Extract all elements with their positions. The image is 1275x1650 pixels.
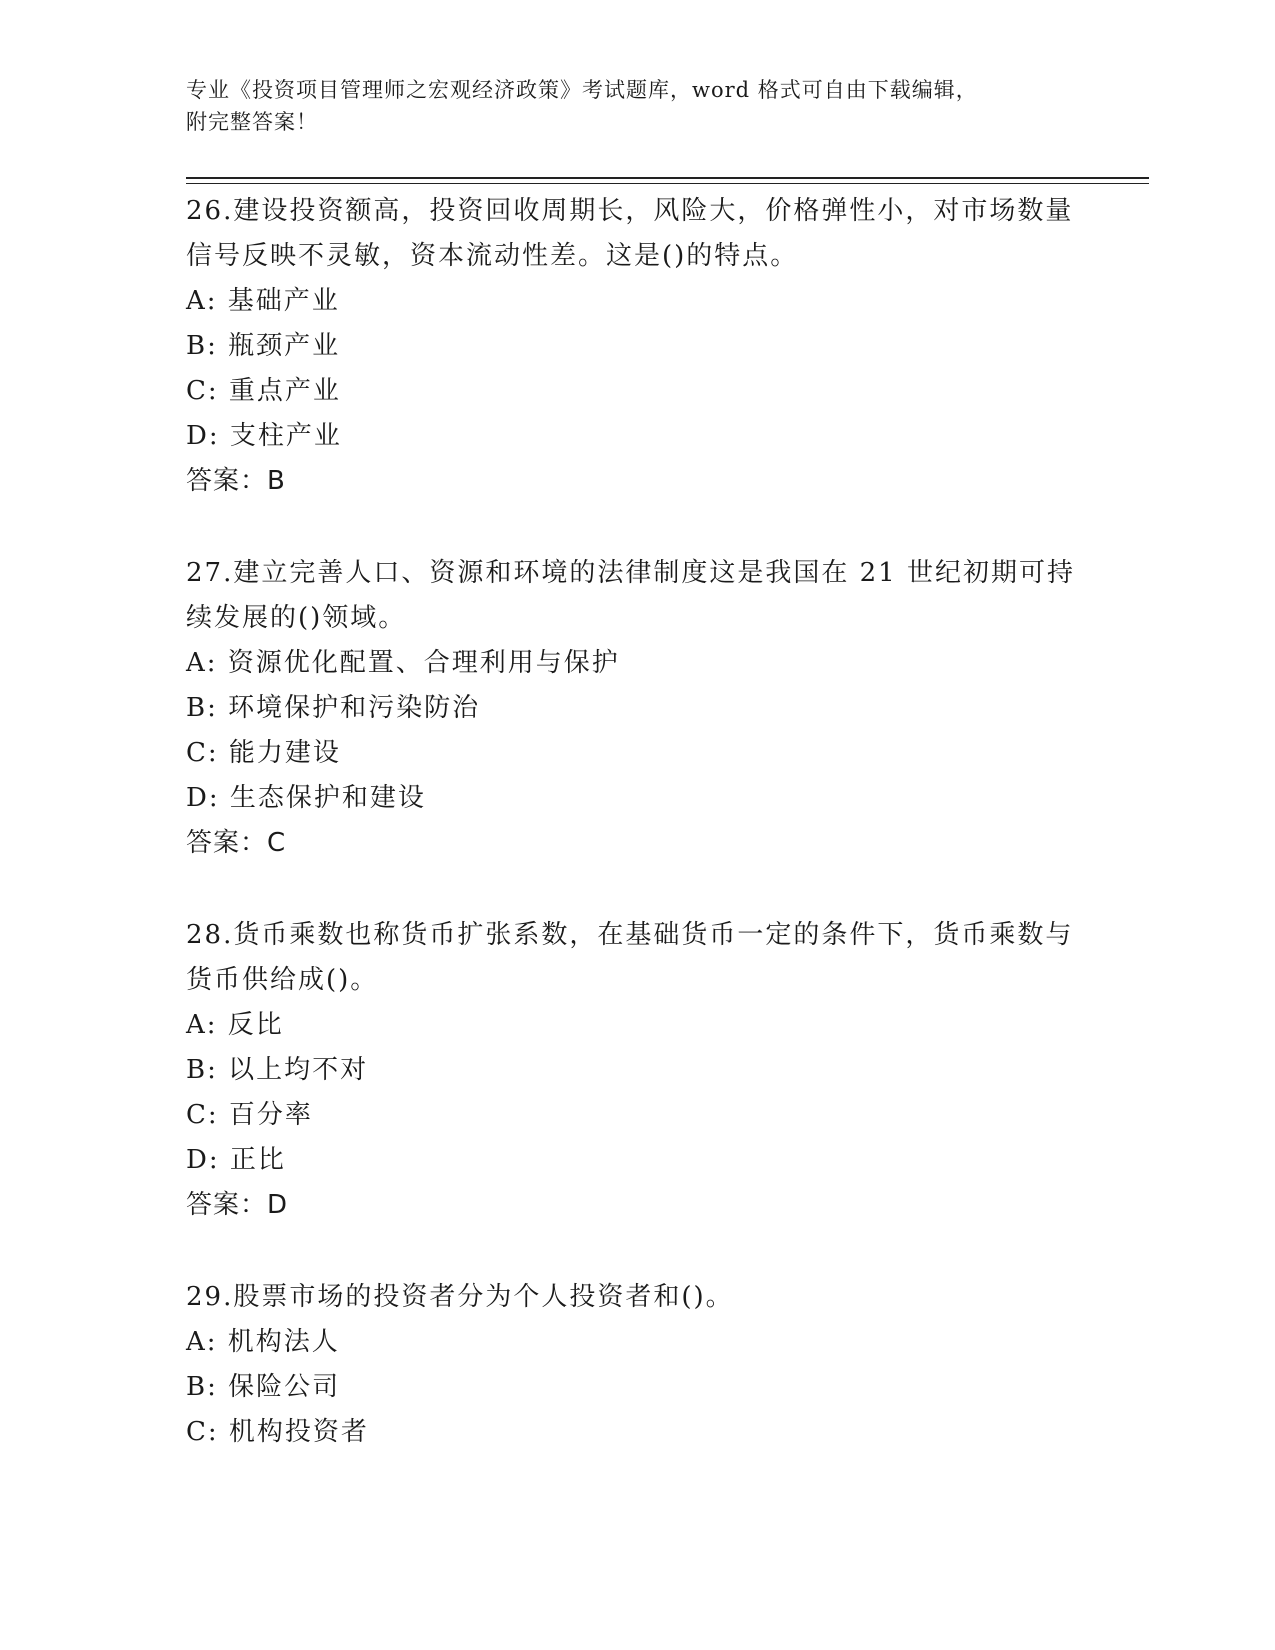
option-d: D: 支柱产业 — [186, 421, 342, 451]
question-27 — [186, 551, 1086, 866]
header-divider-thick — [186, 177, 1149, 179]
document-header — [186, 74, 1086, 138]
option-c: C: 重点产业 — [186, 376, 341, 406]
question-stem: 27.建立完善人口、资源和环境的法律制度这是我国在 21 世纪初期可持续发展的()领域。 — [186, 558, 1075, 633]
option-b: B: 以上均不对 — [186, 1055, 369, 1085]
answer-line: 答案：B — [186, 466, 286, 496]
question-29 — [186, 1275, 1086, 1455]
option-d: D: 正比 — [186, 1145, 286, 1175]
option-a: A: 资源优化配置、合理利用与保护 — [186, 648, 620, 678]
option-c: C: 百分率 — [186, 1100, 313, 1130]
option-c: C: 机构投资者 — [186, 1417, 369, 1447]
option-c: C: 能力建设 — [186, 738, 341, 768]
option-a: A: 基础产业 — [186, 286, 340, 316]
header-divider-thin — [186, 183, 1149, 184]
question-stem: 28.货币乘数也称货币扩张系数，在基础货币一定的条件下，货币乘数与货币供给成()。 — [186, 920, 1074, 995]
header-line-1: 专业《投资项目管理师之宏观经济政策》考试题库，word 格式可自由下载编辑， — [186, 78, 978, 102]
question-list — [186, 189, 1086, 1502]
header-line-2: 附完整答案！ — [186, 110, 318, 134]
question-26 — [186, 189, 1086, 504]
question-stem: 29.股票市场的投资者分为个人投资者和()。 — [186, 1282, 734, 1312]
option-d: D: 生态保护和建设 — [186, 783, 426, 813]
option-a: A: 机构法人 — [186, 1327, 340, 1357]
option-b: B: 瓶颈产业 — [186, 331, 341, 361]
answer-line: 答案：C — [186, 828, 287, 858]
option-b: B: 保险公司 — [186, 1372, 341, 1402]
option-a: A: 反比 — [186, 1010, 284, 1040]
question-28 — [186, 913, 1086, 1228]
question-stem: 26.建设投资额高，投资回收周期长，风险大，价格弹性小，对市场数量信号反映不灵敏，资本流动性差。这是()的特点。 — [186, 196, 1074, 271]
option-b: B: 环境保护和污染防治 — [186, 693, 481, 723]
answer-line: 答案：D — [186, 1190, 289, 1220]
